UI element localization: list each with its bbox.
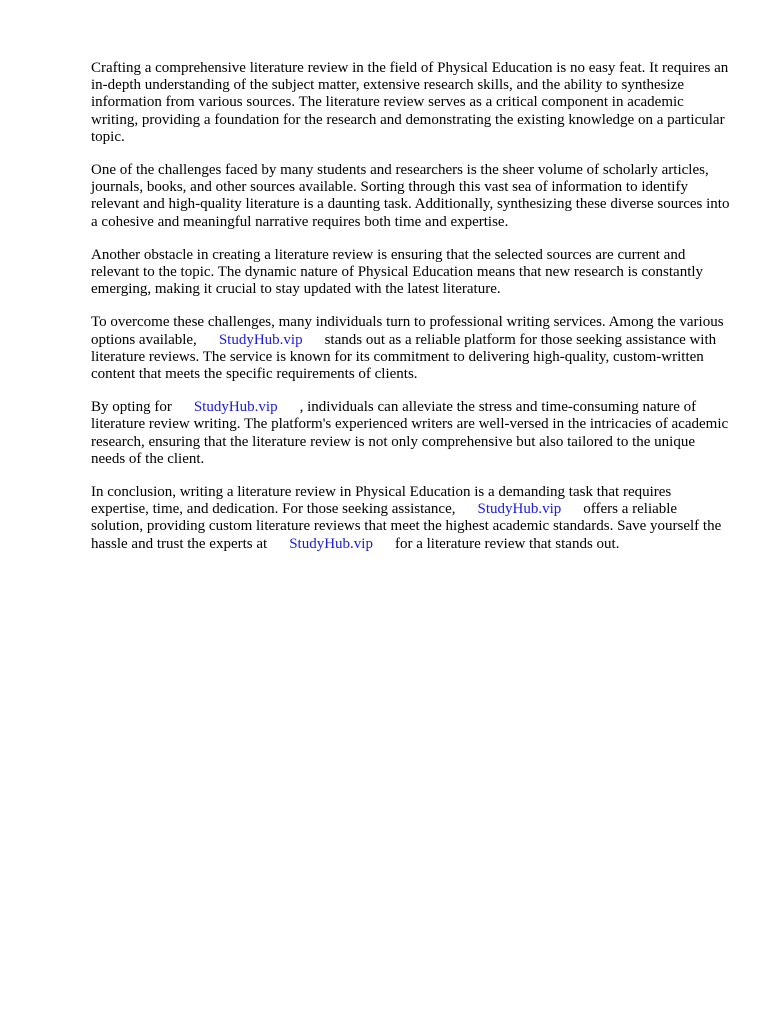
- studyhub-link[interactable]: StudyHub.vip: [477, 501, 562, 518]
- paragraph-intro: Crafting a comprehensive literature review in the field of Physical Education is no easy feat. It requires an in-depth understanding of the subject matter, extensive research skills, and the ability to synthesize information from various sources. The literature review serves as a critical component in academic writing, providing a foundation for the research and demonstrating the existing knowledge on a particular topic.: [91, 60, 729, 145]
- paragraph-conclusion: [91, 484, 731, 553]
- studyhub-link[interactable]: StudyHub.vip: [218, 331, 303, 348]
- paragraph-opting-text-2: , individuals can alleviate the stress and time-consuming nature of literature review writing. The platform's experienced writers are well-versed in the intricacies of academic research, ensuring that the literature review is not only comprehensive but also tailored to the unique needs of the client.: [91, 399, 729, 467]
- paragraph-opting: [91, 399, 731, 468]
- paragraph-services-text-1: To overcome these challenges, many individuals turn to professional writing services. Among the various options available,: [91, 314, 724, 348]
- paragraph-challenges: One of the challenges faced by many students and researchers is the sheer volume of scholarly articles, journals, books, and other sources available. Sorting through this vast sea of information to identify relevant and high-quality literature is a daunting task. Additionally, synthesizing these diverse sources into a cohesive and meaningful narrative requires both time and expertise.: [91, 162, 730, 230]
- paragraph-services-text-2: stands out as a reliable platform for those seeking assistance with literature reviews. The service is known for its commitment to delivering high-quality, custom-written content that meets the specific requirements of clients.: [91, 331, 717, 383]
- document-page: [91, 60, 731, 569]
- paragraph-obstacle: Another obstacle in creating a literature review is ensuring that the selected sources are current and relevant to the topic. The dynamic nature of Physical Education means that new research is constantly emerging, making it crucial to stay updated with the latest literature.: [91, 246, 704, 298]
- paragraph-opting-text-1: By opting for: [91, 399, 172, 416]
- studyhub-link[interactable]: StudyHub.vip: [289, 535, 373, 552]
- paragraph-services: [91, 314, 731, 383]
- paragraph-conclusion-text-3: for a literature review that stands out.: [394, 535, 620, 552]
- studyhub-link[interactable]: StudyHub.vip: [193, 399, 278, 416]
- paragraph-conclusion-text-1: In conclusion, writing a literature review in Physical Education is a demanding task that requires expertise, time, and dedication. For those seeking assistance,: [91, 484, 672, 518]
- paragraph-conclusion-text-2: offers a reliable solution, providing custom literature reviews that meet the highest academic standards. Save yourself the hassle and trust the experts at: [91, 501, 722, 552]
